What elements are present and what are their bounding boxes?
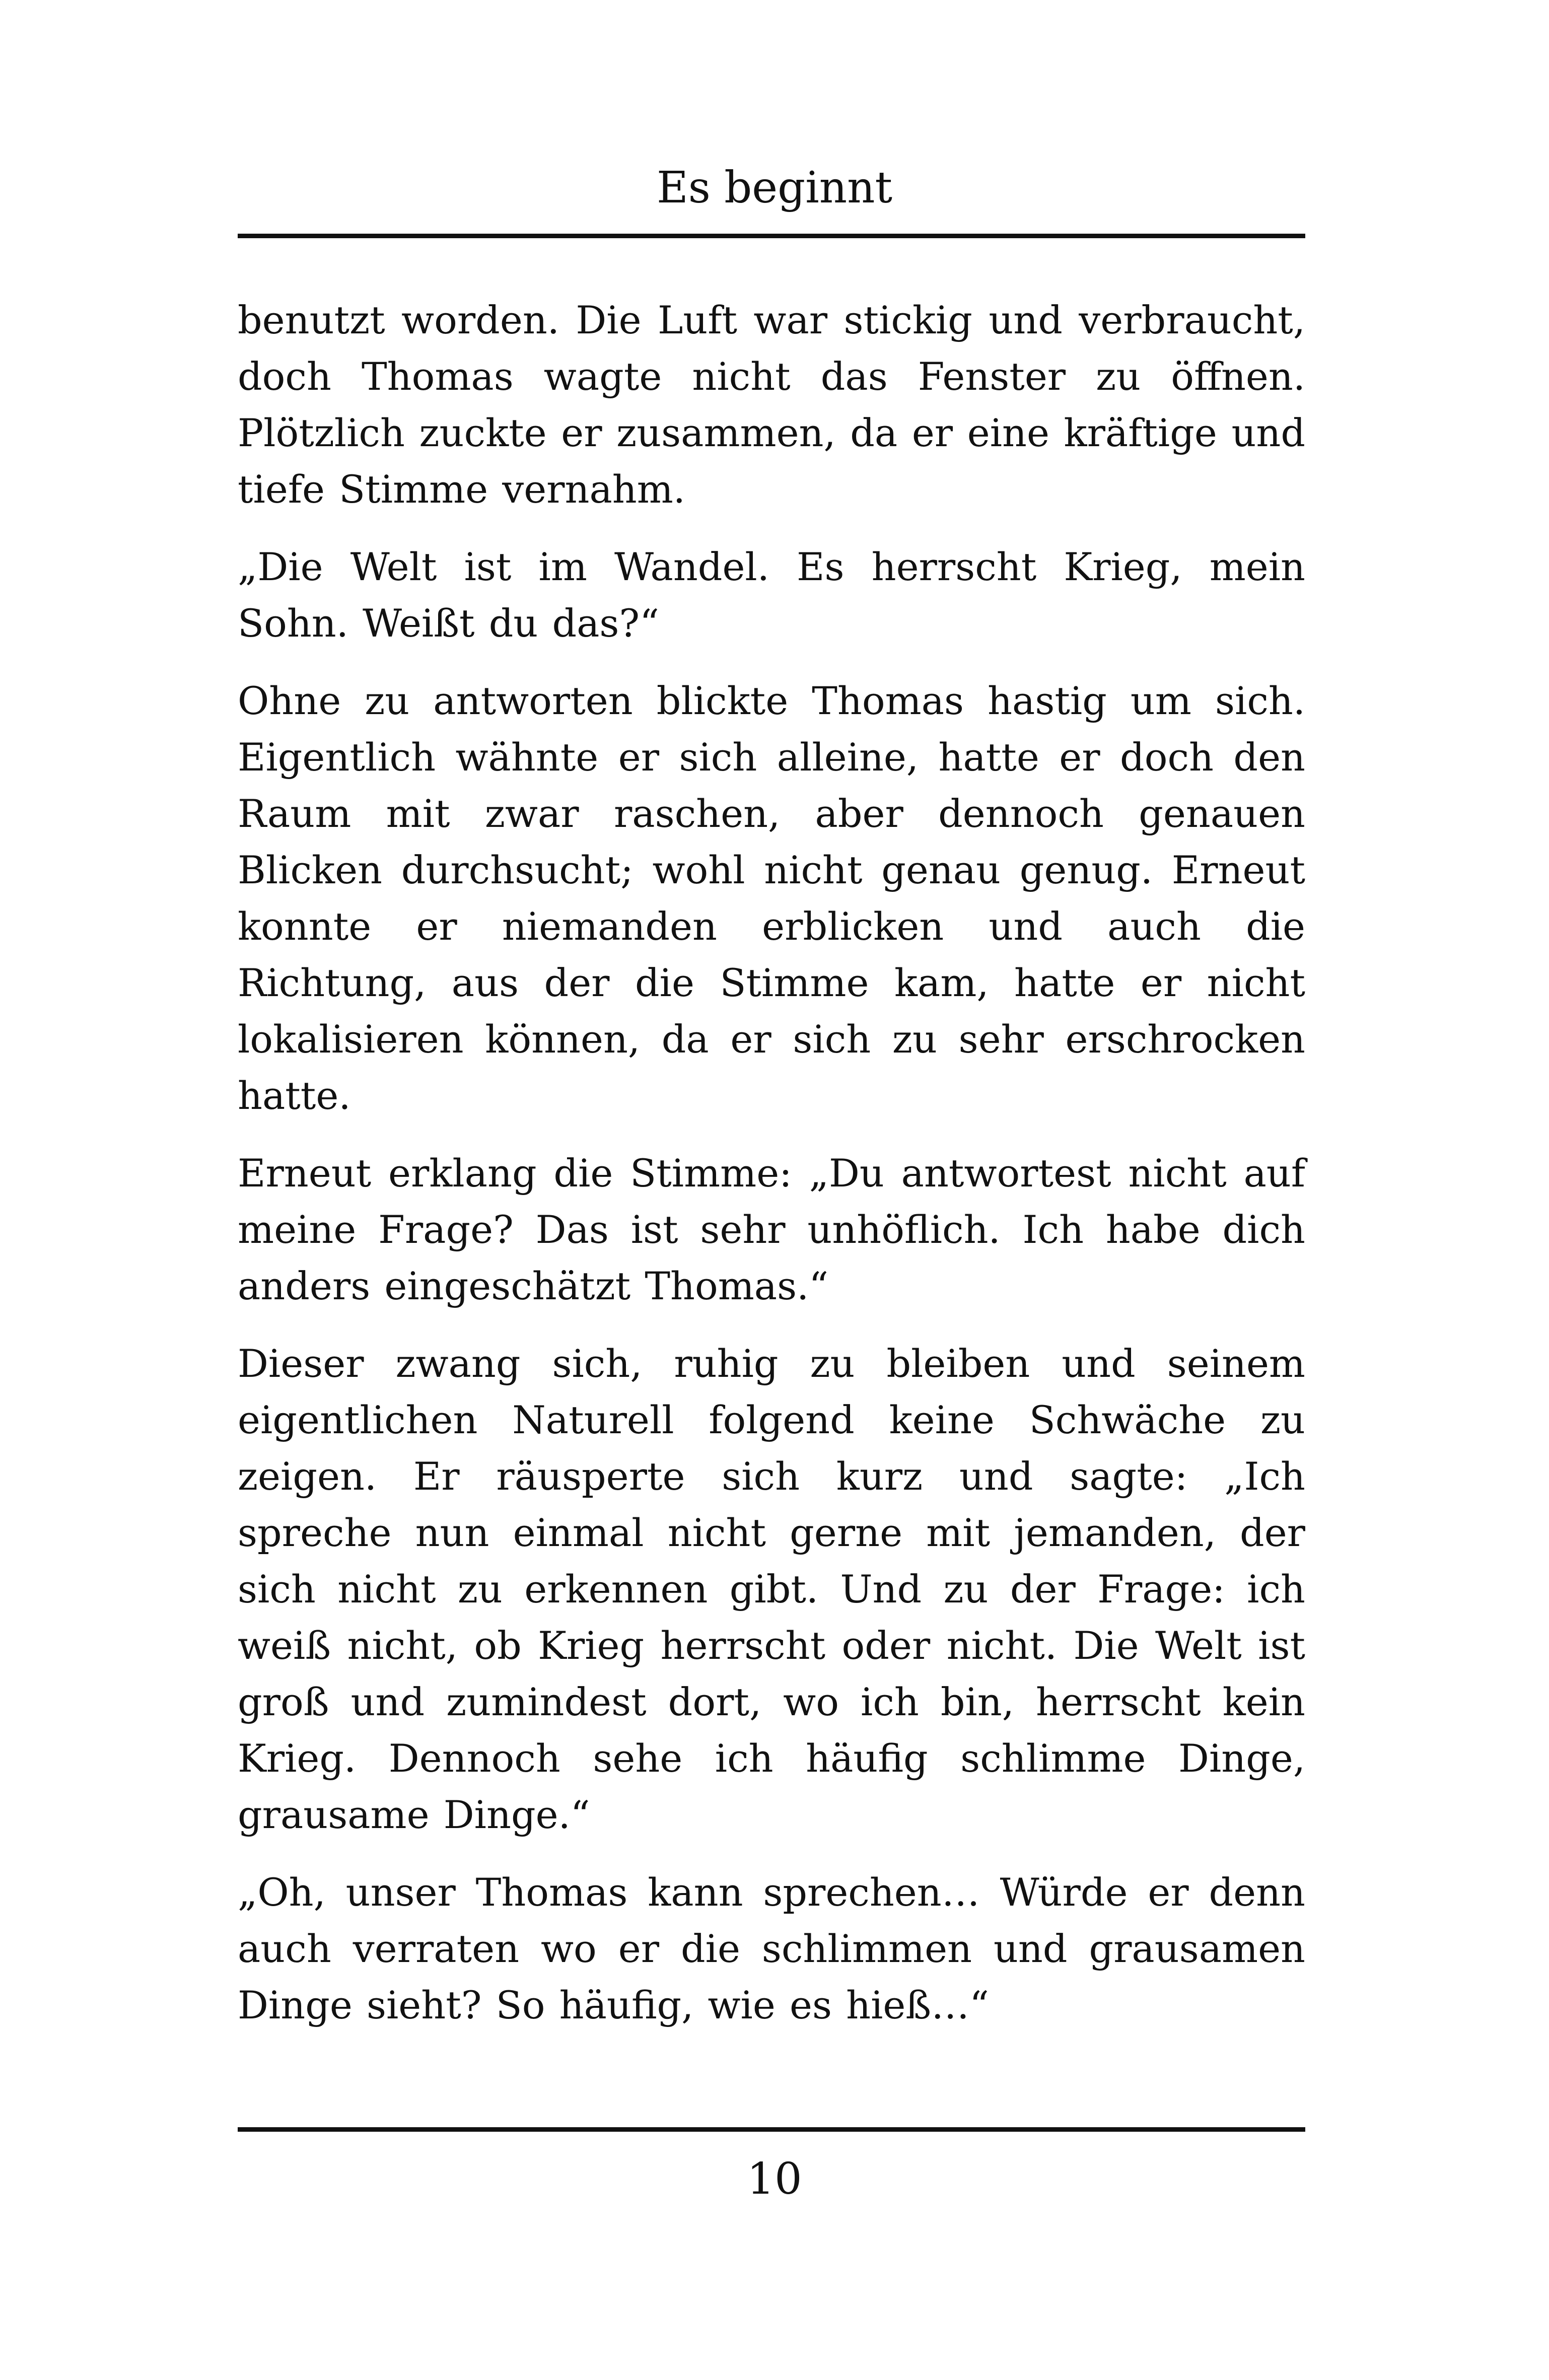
paragraph-3: Ohne zu antworten blickte Thomas hastig um sich. Eigentlich wähnte er sich alleine, hatte er doch den Raum mit zwar raschen, aber dennoch genauen Blicken durchsucht; wohl nicht genau genug. Erneut konnte er niemanden erblicken und auch die Richtung, aus der die Stimme kam, hatte er nicht lokalisieren können, da er sich zu sehr erschrocken hatte. (238, 678, 1305, 1118)
paragraph-4: Erneut erklang die Stimme: „Du antwortest nicht auf meine Frage? Das ist sehr unhöflich. Ich habe dich anders eingeschätzt Thomas.“ (238, 1151, 1305, 1308)
footer-rule (238, 2127, 1305, 2132)
paragraph-6: „Oh, unser Thomas kann sprechen… Würde er denn auch verraten wo er die schlimmen und grausamen Dinge sieht? So häufig, wie es hieß…“ (238, 1870, 1305, 2027)
paragraph-1: benutzt worden. Die Luft war stickig und verbraucht, doch Thomas wagte nicht das Fenster zu öffnen. Plötzlich zuckte er zusammen, da er eine kräftige und tiefe Stimme vernahm. (238, 298, 1305, 512)
paragraph-5: Dieser zwang sich, ruhig zu bleiben und seinem eigentlichen Naturell folgend keine Schwäche zu zeigen. Er räusperte sich kurz und sagte: „Ich spreche nun einmal nicht gerne mit jemanden, der sich nicht zu erkennen gibt. Und zu der Frage: ich weiß nicht, ob Krieg herrscht oder nicht. Die Welt ist groß und zumindest dort, wo ich bin, herrscht kein Krieg. Dennoch sehe ich häufig schlimme Dinge, grausame Dinge.“ (238, 1341, 1305, 1837)
page-number: 10 (747, 2154, 802, 2204)
running-header: Es beginnt (656, 163, 893, 213)
header-rule (238, 234, 1305, 238)
paragraph-2: „Die Welt ist im Wandel. Es herrscht Krieg, mein Sohn. Weißt du das?“ (238, 544, 1305, 646)
page-body (238, 292, 1305, 2055)
